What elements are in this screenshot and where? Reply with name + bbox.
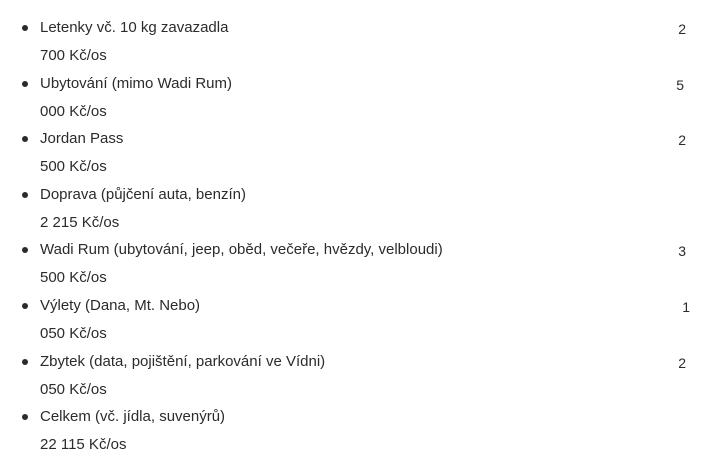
bullet-icon — [22, 303, 28, 309]
item-amount-tail: 2 215 Kč/os — [40, 214, 120, 231]
bullet-icon — [22, 136, 28, 142]
item-amount-head: 2 — [678, 355, 686, 371]
list-item — [0, 389, 720, 453]
list-item — [0, 167, 720, 231]
item-amount-head: 2 — [678, 132, 686, 148]
list-item — [0, 111, 720, 175]
item-label: Výlety (Dana, Mt. Nebo) — [40, 297, 201, 314]
bullet-icon — [22, 192, 28, 198]
item-amount-head: 1 — [682, 299, 690, 315]
bullet-icon — [22, 247, 28, 253]
bullet-icon — [22, 81, 28, 87]
item-amount-head: 2 — [678, 21, 686, 37]
item-label: Letenky vč. 10 kg zavazadla — [40, 19, 229, 36]
item-amount-head: 5 — [676, 77, 684, 93]
item-amount-tail: 500 Kč/os — [40, 158, 107, 175]
item-amount-tail: 000 Kč/os — [40, 103, 107, 120]
list-item — [0, 0, 720, 64]
item-amount-head: 3 — [678, 243, 686, 259]
item-amount-tail: 700 Kč/os — [40, 47, 107, 64]
item-label: Ubytování (mimo Wadi Rum) — [40, 75, 232, 92]
list-item — [0, 278, 720, 342]
list-item — [0, 334, 720, 398]
item-label: Celkem (vč. jídla, suvenýrů) — [40, 408, 226, 425]
item-amount-tail: 22 115 Kč/os — [40, 436, 127, 453]
list-item — [0, 222, 720, 286]
bullet-icon — [22, 414, 28, 420]
item-label: Jordan Pass — [40, 130, 124, 147]
item-label: Doprava (půjčení auta, benzín) — [40, 186, 246, 203]
item-label: Wadi Rum (ubytování, jeep, oběd, večeře, hvězdy, velbloudi) — [40, 241, 443, 258]
item-label: Zbytek (data, pojištění, parkování ve Vídni) — [40, 353, 326, 370]
item-amount-tail: 050 Kč/os — [40, 381, 107, 398]
bullet-icon — [22, 25, 28, 31]
list-item — [0, 56, 720, 120]
item-amount-tail: 500 Kč/os — [40, 269, 107, 286]
item-amount-tail: 050 Kč/os — [40, 325, 107, 342]
bullet-icon — [22, 359, 28, 365]
